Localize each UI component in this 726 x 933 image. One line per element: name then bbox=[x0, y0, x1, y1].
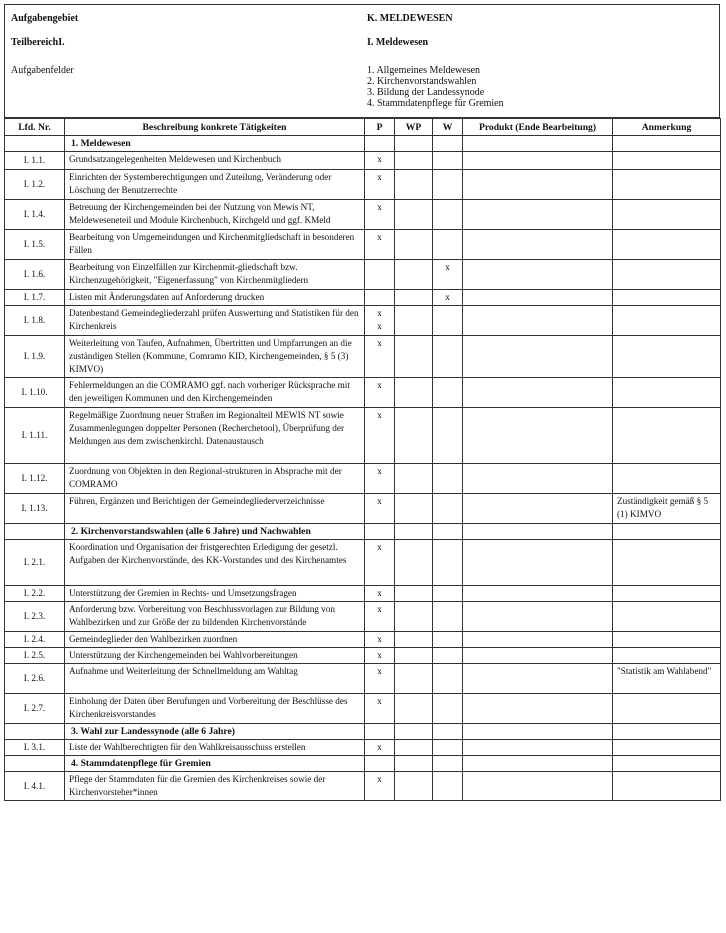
row-wp-mark bbox=[395, 230, 433, 260]
row-description: Weiterleitung von Taufen, Aufnahmen, Übertritten und Umpfarrungen an die zuständigen Stellen (Kommune, Comramo KID, Kirchengemeinden, § 5 (3) KIMVO) bbox=[65, 336, 365, 378]
row-produkt bbox=[463, 230, 613, 260]
row-produkt bbox=[463, 540, 613, 586]
table-row bbox=[5, 378, 721, 408]
col-header-w: W bbox=[433, 119, 463, 136]
row-p-mark bbox=[365, 260, 395, 290]
row-wp-mark bbox=[395, 740, 433, 756]
teilbereich-label: TeilbereichI. bbox=[11, 37, 65, 48]
empty-cell bbox=[613, 724, 721, 740]
section-row bbox=[5, 756, 721, 772]
row-produkt bbox=[463, 336, 613, 378]
row-p-mark: x bbox=[365, 408, 395, 464]
row-produkt bbox=[463, 602, 613, 632]
row-produkt bbox=[463, 740, 613, 756]
row-anmerkung bbox=[613, 772, 721, 801]
row-produkt bbox=[463, 494, 613, 524]
row-p-mark: x bbox=[365, 336, 395, 378]
empty-cell bbox=[433, 724, 463, 740]
row-w-mark bbox=[433, 230, 463, 260]
row-produkt bbox=[463, 772, 613, 801]
table-row bbox=[5, 464, 721, 494]
row-wp-mark bbox=[395, 586, 433, 602]
row-p-mark: x bbox=[365, 586, 395, 602]
row-wp-mark bbox=[395, 464, 433, 494]
aufgabengebiet-label: Aufgabengebiet bbox=[11, 13, 79, 24]
header-box bbox=[4, 4, 720, 118]
row-number: I. 2.7. bbox=[5, 694, 65, 724]
row-number: I. 1.9. bbox=[5, 336, 65, 378]
row-anmerkung bbox=[613, 170, 721, 200]
row-number: I. 1.11. bbox=[5, 408, 65, 464]
row-p-mark: x bbox=[365, 170, 395, 200]
empty-cell bbox=[433, 136, 463, 152]
row-p-mark: x bbox=[365, 540, 395, 586]
table-row bbox=[5, 494, 721, 524]
table-row bbox=[5, 540, 721, 586]
row-w-mark bbox=[433, 772, 463, 801]
row-wp-mark bbox=[395, 336, 433, 378]
row-produkt bbox=[463, 152, 613, 170]
section-row bbox=[5, 524, 721, 540]
table-row bbox=[5, 260, 721, 290]
row-description: Einrichten der Systemberechtigungen und Zuteilung, Veränderung oder Löschung der Benutzerrechte bbox=[65, 170, 365, 200]
row-wp-mark bbox=[395, 494, 433, 524]
row-number: I. 2.1. bbox=[5, 540, 65, 586]
row-anmerkung bbox=[613, 408, 721, 464]
table-row bbox=[5, 336, 721, 378]
row-wp-mark bbox=[395, 648, 433, 664]
row-produkt bbox=[463, 586, 613, 602]
row-anmerkung bbox=[613, 260, 721, 290]
row-p-mark: x bbox=[365, 740, 395, 756]
row-anmerkung bbox=[613, 336, 721, 378]
row-produkt bbox=[463, 464, 613, 494]
row-produkt bbox=[463, 664, 613, 694]
col-header-produkt: Produkt (Ende Bearbeitung) bbox=[463, 119, 613, 136]
table-row bbox=[5, 306, 721, 336]
section-nr-cell bbox=[5, 724, 65, 740]
row-anmerkung bbox=[613, 586, 721, 602]
row-number: I. 2.3. bbox=[5, 602, 65, 632]
row-description: Datenbestand Gemeindegliederzahl prüfen Auswertung und Statistiken für den Kirchenkreis bbox=[65, 306, 365, 336]
row-wp-mark bbox=[395, 260, 433, 290]
section-row bbox=[5, 724, 721, 740]
row-anmerkung bbox=[613, 540, 721, 586]
row-number: I. 2.5. bbox=[5, 648, 65, 664]
row-description: Pflege der Stammdaten für die Gremien des Kirchenkreises sowie der Kirchenvorsteher*innen bbox=[65, 772, 365, 801]
row-produkt bbox=[463, 200, 613, 230]
row-p-mark: x bbox=[365, 694, 395, 724]
row-description: Fehlermeldungen an die COMRAMO ggf. nach vorheriger Rücksprache mit den jeweiligen Kommunen und den Kirchengemeinden bbox=[65, 378, 365, 408]
row-description: Gemeindeglieder den Wahlbezirken zuordnen bbox=[65, 632, 365, 648]
table-row bbox=[5, 170, 721, 200]
section-nr-cell bbox=[5, 524, 65, 540]
row-produkt bbox=[463, 290, 613, 306]
table-row bbox=[5, 694, 721, 724]
row-wp-mark bbox=[395, 540, 433, 586]
row-w-mark bbox=[433, 586, 463, 602]
table-body bbox=[5, 136, 721, 801]
row-anmerkung bbox=[613, 290, 721, 306]
row-w-mark bbox=[433, 664, 463, 694]
row-number: I. 2.2. bbox=[5, 586, 65, 602]
row-description: Unterstützung der Kirchengemeinden bei Wahlvorbereitungen bbox=[65, 648, 365, 664]
row-produkt bbox=[463, 260, 613, 290]
row-anmerkung bbox=[613, 464, 721, 494]
row-produkt bbox=[463, 306, 613, 336]
row-wp-mark bbox=[395, 632, 433, 648]
empty-cell bbox=[433, 524, 463, 540]
row-anmerkung bbox=[613, 694, 721, 724]
row-number: I. 1.8. bbox=[5, 306, 65, 336]
empty-cell bbox=[463, 756, 613, 772]
empty-cell bbox=[395, 136, 433, 152]
row-number: I. 3.1. bbox=[5, 740, 65, 756]
row-number: I. 2.4. bbox=[5, 632, 65, 648]
table-row bbox=[5, 648, 721, 664]
row-anmerkung bbox=[613, 378, 721, 408]
task-table bbox=[4, 118, 721, 801]
row-number: I. 1.7. bbox=[5, 290, 65, 306]
row-number: I. 1.13. bbox=[5, 494, 65, 524]
row-p-mark: x bbox=[365, 664, 395, 694]
row-p-mark: x bbox=[365, 378, 395, 408]
row-w-mark bbox=[433, 378, 463, 408]
row-anmerkung bbox=[613, 200, 721, 230]
empty-cell bbox=[613, 136, 721, 152]
table-row bbox=[5, 200, 721, 230]
document-page bbox=[4, 4, 722, 801]
table-row bbox=[5, 408, 721, 464]
empty-cell bbox=[433, 756, 463, 772]
empty-cell bbox=[365, 136, 395, 152]
row-produkt bbox=[463, 170, 613, 200]
table-header-row bbox=[5, 119, 721, 136]
row-number: I. 1.12. bbox=[5, 464, 65, 494]
aufgabenfeld-item: 4. Stammdatenpflege für Gremien bbox=[367, 98, 504, 109]
empty-cell bbox=[365, 724, 395, 740]
aufgabenfelder-list bbox=[367, 65, 504, 109]
empty-cell bbox=[395, 524, 433, 540]
table-row bbox=[5, 632, 721, 648]
row-w-mark bbox=[433, 540, 463, 586]
mark-line: x bbox=[377, 308, 382, 318]
row-anmerkung bbox=[613, 152, 721, 170]
row-w-mark bbox=[433, 408, 463, 464]
row-p-mark: x bbox=[365, 200, 395, 230]
table-row bbox=[5, 772, 721, 801]
empty-cell bbox=[463, 724, 613, 740]
row-w-mark bbox=[433, 602, 463, 632]
mark-line: x bbox=[377, 321, 382, 331]
row-w-mark bbox=[433, 200, 463, 230]
row-wp-mark bbox=[395, 408, 433, 464]
row-description: Bearbeitung von Umgemeindungen und Kirchenmitgliedschaft in besonderen Fällen bbox=[65, 230, 365, 260]
row-wp-mark bbox=[395, 170, 433, 200]
row-w-mark bbox=[433, 306, 463, 336]
row-anmerkung bbox=[613, 306, 721, 336]
row-w-mark bbox=[433, 494, 463, 524]
row-description: Unterstützung der Gremien in Rechts- und Umsetzungsfragen bbox=[65, 586, 365, 602]
row-number: I. 1.10. bbox=[5, 378, 65, 408]
aufgabenfeld-item: 1. Allgemeines Meldewesen bbox=[367, 65, 481, 76]
row-p-mark: x bbox=[365, 152, 395, 170]
row-anmerkung bbox=[613, 230, 721, 260]
empty-cell bbox=[613, 524, 721, 540]
row-produkt bbox=[463, 378, 613, 408]
section-nr-cell bbox=[5, 136, 65, 152]
table-row bbox=[5, 664, 721, 694]
row-number: I. 2.6. bbox=[5, 664, 65, 694]
row-description: Einholung der Daten über Berufungen und Vorbereitung der Beschlüsse des Kirchenkreisvorstandes bbox=[65, 694, 365, 724]
row-produkt bbox=[463, 632, 613, 648]
row-description: Listen mit Änderungsdaten auf Anforderung drucken bbox=[65, 290, 365, 306]
row-description: Anforderung bzw. Vorbereitung von Beschlussvorlagen zur Bildung von Wahlbezirken und zur Größe der zu bildenden Kirchenvorstände bbox=[65, 602, 365, 632]
row-produkt bbox=[463, 648, 613, 664]
row-anmerkung: Zuständigkeit gemäß § 5 (1) KIMVO bbox=[613, 494, 721, 524]
row-description: Aufnahme und Weiterleitung der Schnellmeldung am Wahltag bbox=[65, 664, 365, 694]
row-description: Grundsatzangelegenheiten Meldewesen und Kirchenbuch bbox=[65, 152, 365, 170]
teilbereich-value: I. Meldewesen bbox=[367, 37, 429, 48]
aufgabenfelder-label: Aufgabenfelder bbox=[11, 65, 74, 76]
empty-cell bbox=[613, 756, 721, 772]
section-title: 2. Kirchenvorstandswahlen (alle 6 Jahre) und Nachwahlen bbox=[65, 524, 365, 540]
col-header-p: P bbox=[365, 119, 395, 136]
row-w-mark bbox=[433, 464, 463, 494]
col-header-anmerkung: Anmerkung bbox=[613, 119, 721, 136]
row-wp-mark bbox=[395, 200, 433, 230]
row-w-mark: x bbox=[433, 290, 463, 306]
section-title: 4. Stammdatenpflege für Gremien bbox=[65, 756, 365, 772]
row-w-mark bbox=[433, 336, 463, 378]
row-description: Zuordnung von Objekten in den Regional-strukturen in Absprache mit der COMRAMO bbox=[65, 464, 365, 494]
row-p-mark: x bbox=[365, 648, 395, 664]
aufgabenfeld-item: 3. Bildung der Landessynode bbox=[367, 87, 485, 98]
section-nr-cell bbox=[5, 756, 65, 772]
empty-cell bbox=[395, 724, 433, 740]
row-p-mark: x bbox=[365, 772, 395, 801]
empty-cell bbox=[395, 756, 433, 772]
col-header-lfd-nr: Lfd. Nr. bbox=[5, 119, 65, 136]
section-title: 3. Wahl zur Landessynode (alle 6 Jahre) bbox=[65, 724, 365, 740]
table-row bbox=[5, 230, 721, 260]
row-anmerkung bbox=[613, 632, 721, 648]
row-wp-mark bbox=[395, 152, 433, 170]
row-description: Führen, Ergänzen und Berichtigen der Gemeindegliederverzeichnisse bbox=[65, 494, 365, 524]
row-produkt bbox=[463, 408, 613, 464]
row-p-mark: x bbox=[365, 602, 395, 632]
empty-cell bbox=[463, 524, 613, 540]
row-p-mark: x bbox=[365, 230, 395, 260]
row-description: Regelmäßige Zuordnung neuer Straßen im Regionalteil MEWIS NT sowie Zusammenlegungen doppelter Personen (Recherchetool), Überprüfung der Meldungen aus dem zwischenkirchl. Datenaustausch bbox=[65, 408, 365, 464]
row-wp-mark bbox=[395, 602, 433, 632]
row-number: I. 1.1. bbox=[5, 152, 65, 170]
gebiet-value: K. MELDEWESEN bbox=[367, 13, 453, 24]
table-row bbox=[5, 586, 721, 602]
row-number: I. 1.2. bbox=[5, 170, 65, 200]
row-description: Bearbeitung von Einzelfällen zur Kirchenmit-gliedschaft bzw. Kirchenzugehörigkeit, "Eigenerfassung" von Kirchenmitgliedern bbox=[65, 260, 365, 290]
table-row bbox=[5, 602, 721, 632]
row-wp-mark bbox=[395, 694, 433, 724]
row-anmerkung bbox=[613, 602, 721, 632]
row-number: I. 1.4. bbox=[5, 200, 65, 230]
empty-cell bbox=[365, 756, 395, 772]
row-p-mark: x bbox=[365, 632, 395, 648]
empty-cell bbox=[463, 136, 613, 152]
row-w-mark bbox=[433, 170, 463, 200]
row-number: I. 4.1. bbox=[5, 772, 65, 801]
row-description: Koordination und Organisation der fristgerechten Erledigung der gesetzl. Aufgaben der Kirchenvorstände, des KK-Vorstandes und des Kirchenamtes bbox=[65, 540, 365, 586]
row-anmerkung: "Statistik am Wahlabend" bbox=[613, 664, 721, 694]
row-wp-mark bbox=[395, 306, 433, 336]
row-description: Liste der Wahlberechtigten für den Wahlkreisausschuss erstellen bbox=[65, 740, 365, 756]
table-row bbox=[5, 152, 721, 170]
table-row bbox=[5, 740, 721, 756]
row-w-mark: x bbox=[433, 260, 463, 290]
row-number: I. 1.5. bbox=[5, 230, 65, 260]
row-anmerkung bbox=[613, 740, 721, 756]
row-w-mark bbox=[433, 632, 463, 648]
row-number: I. 1.6. bbox=[5, 260, 65, 290]
col-header-beschreibung: Beschreibung konkrete Tätigkeiten bbox=[65, 119, 365, 136]
aufgabenfeld-item: 2. Kirchenvorstandswahlen bbox=[367, 76, 477, 87]
row-wp-mark bbox=[395, 664, 433, 694]
col-header-wp: WP bbox=[395, 119, 433, 136]
row-p-mark: x bbox=[365, 494, 395, 524]
row-w-mark bbox=[433, 648, 463, 664]
row-p-mark: x bbox=[365, 464, 395, 494]
row-w-mark bbox=[433, 694, 463, 724]
section-title: 1. Meldewesen bbox=[65, 136, 365, 152]
row-w-mark bbox=[433, 740, 463, 756]
row-wp-mark bbox=[395, 772, 433, 801]
row-anmerkung bbox=[613, 648, 721, 664]
row-w-mark bbox=[433, 152, 463, 170]
empty-cell bbox=[365, 524, 395, 540]
row-wp-mark bbox=[395, 378, 433, 408]
section-row bbox=[5, 136, 721, 152]
row-p-mark bbox=[365, 290, 395, 306]
row-p-mark bbox=[365, 306, 395, 336]
row-description: Betreuung der Kirchengemeinden bei der Nutzung von Mewis NT, Meldeweseneteil und Module Kirchenbuch, Kirchgeld und ggf. KMeld bbox=[65, 200, 365, 230]
row-wp-mark bbox=[395, 290, 433, 306]
row-produkt bbox=[463, 694, 613, 724]
table-row bbox=[5, 290, 721, 306]
